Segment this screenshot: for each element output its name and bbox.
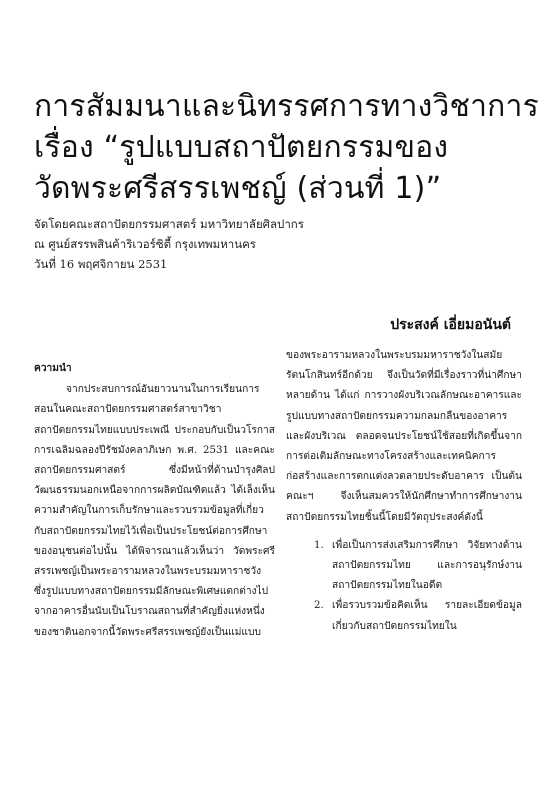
objective-text-2: เพื่อรวบรวมข้อคิดเห็น รายละเอียดข้อมูลเกี่ยวกับสถาปัตยกรรมไทยใน (332, 600, 522, 632)
intro-paragraph: จากประสบการณ์อันยาวนานในการเรียนการสอนในคณะสถาปัตยกรรมศาสตร์สาขาวิชาสถาปัตยกรรมไทยแบบประเพณี ประกอบกับเป็นวโรกาสการเฉลิมฉลองปีรัชมังคลาภิเษก พ.ศ. 2531 และคณะสถาปัตยกรรมศาสตร์ ซึ่งมีหน้าที่ด้านบำรุงศิลปวัฒนธรรมนอกเหนือจากการผลิตบัณฑิตแล้ว ได้เล็งเห็นความสำคัญในการเก็บรักษาและรวบรวมข้อมูลที่เกี่ยวกับสถาปัตยกรรมไทยไว้เพื่อเป็นประโยชน์ต่อการศึกษาของอนุชนต่อไปนั้น ได้พิจารณาแล้วเห็นว่า วัดพระศรีสรรเพชญ์เป็นพระอารามหลวงในพระบรมมหาราชวัง ซึ่งรูปแบบทางสถาปัตยกรรมมีลักษณะพิเศษแตกต่างไปจากอาคารอื่นนับเป็นโบราณสถานที่สำคัญยิ่งแห่งหนึ่งของชาตินอกจากนี้วัดพระศรีสรรเพชญ์ยังเป็นแม่แบบ (34, 384, 275, 638)
objective-number-2: 2. (314, 600, 324, 612)
section-heading: ความนำ (34, 362, 72, 374)
left-column (34, 346, 275, 643)
article-title (34, 86, 539, 209)
objective-item-1 (314, 536, 522, 597)
event-info (34, 214, 534, 274)
objective-number-1: 1. (314, 539, 324, 551)
organizer-line: จัดโดยคณะสถาปัตยกรรมศาสตร์ มหาวิทยาลัยศิลปากร (34, 217, 304, 231)
author-name: ประสงค์ เอี่ยมอนันต์ (390, 317, 511, 333)
right-column (286, 346, 522, 637)
continued-paragraph: ของพระอารามหลวงในพระบรมมหาราชวังในสมัยรัตนโกสินทร์อีกด้วย จึงเป็นวัดที่มีเรื่องราวที่น่าศึกษาหลายด้าน ได้แก่ การวางผังบริเวณลักษณะอาคารและรูปแบบทางสถาปัตยกรรมความกลมกลืนของอาคารและผังบริเวณ ตลอดจนประโยชน์ใช้สอยที่เกิดขึ้นจากการต่อเติมลักษณะทางโครงสร้างและเทคนิคการก่อสร้างและการตกแต่งลวดลายประดับอาคาร เป็นต้น คณะฯ จึงเห็นสมควรให้นักศึกษาทำการศึกษางานสถาปัตยกรรมไทยชิ้นนี้โดยมีวัตถุประสงค์ดังนี้ (286, 350, 522, 523)
title-line-3: วัดพระศรีสรรเพชญ์ (ส่วนที่ 1)” (34, 171, 442, 206)
title-line-2: เรื่อง “รูปแบบสถาปัตยกรรมของ (34, 130, 449, 165)
objective-text-1: เพื่อเป็นการส่งเสริมการศึกษา วิจัยทางด้านสถาปัตยกรรมไทย และการอนุรักษ์งานสถาปัตยกรรมไทยในอดีต (332, 539, 522, 592)
venue-line: ณ ศูนย์สรรพสินค้าริเวอร์ซิตี้ กรุงเทพมหานคร (34, 237, 256, 251)
objective-item-2 (314, 596, 522, 636)
date-line: วันที่ 16 พฤศจิกายน 2531 (34, 257, 168, 271)
title-line-1: การสัมมนาและนิทรรศการทางวิชาการ (34, 89, 539, 124)
